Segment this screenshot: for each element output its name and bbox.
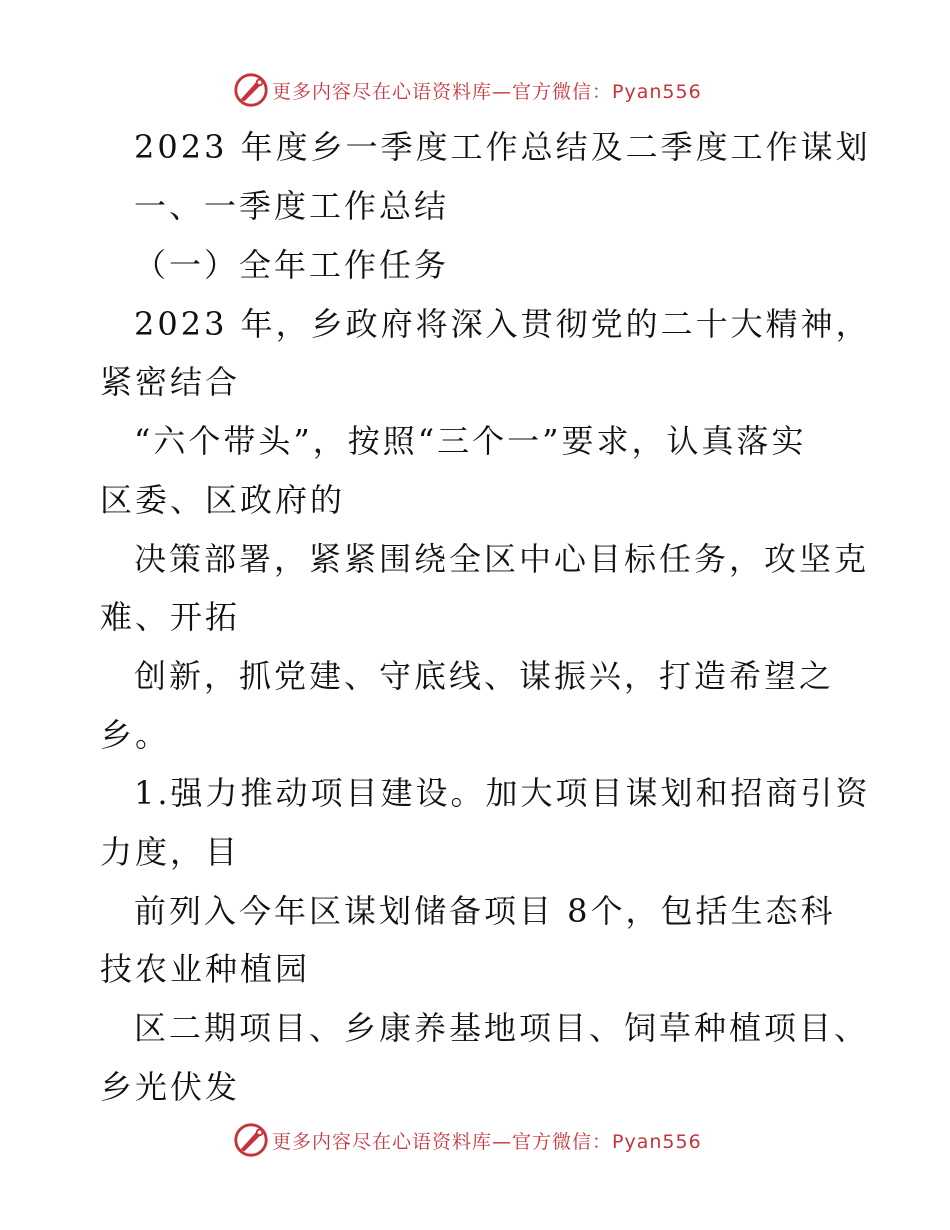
subsection-heading: （一）全年工作任务 — [134, 246, 450, 284]
body-line: 难、开拓 — [100, 598, 241, 636]
body-line: 区二期项目、乡康养基地项目、饲草种植项目、 — [134, 1009, 870, 1047]
body-line: 前列入今年区谋划储备项目 8个，包括生态科 — [134, 892, 836, 930]
body-line: 决策部署，紧紧围绕全区中心目标任务，攻坚克 — [134, 540, 870, 578]
body-line: 创新，抓党建、守底线、谋振兴，打造希望之 — [134, 657, 835, 695]
quill-logo-icon — [232, 71, 270, 109]
document-title: 2023 年度乡一季度工作总结及二季度工作谋划 — [134, 128, 871, 166]
body-line: 乡光伏发 — [100, 1068, 241, 1106]
body-line: 紧密结合 — [100, 363, 241, 401]
body-line: 区委、区政府的 — [100, 481, 346, 519]
quill-logo-icon — [232, 1121, 270, 1159]
body-line: “六个带头”，按照“三个一”要求，认真落实 — [134, 422, 807, 460]
body-line: 乡。 — [100, 716, 171, 754]
body-line: 2023 年，乡政府将深入贯彻党的二十大精神， — [134, 305, 871, 343]
body-line: 力度，目 — [100, 833, 241, 871]
watermark-text: 更多内容尽在心语资料库—官方微信：Pyan556 — [272, 80, 702, 103]
watermark-banner-bottom — [232, 1120, 702, 1160]
watermark-banner-top — [232, 70, 702, 110]
body-line: 1.强力推动项目建设。加大项目谋划和招商引资 — [134, 774, 871, 812]
section-heading: 一、一季度工作总结 — [134, 187, 450, 225]
watermark-text: 更多内容尽在心语资料库—官方微信：Pyan556 — [272, 1130, 702, 1153]
body-line: 技农业种植园 — [100, 950, 311, 988]
